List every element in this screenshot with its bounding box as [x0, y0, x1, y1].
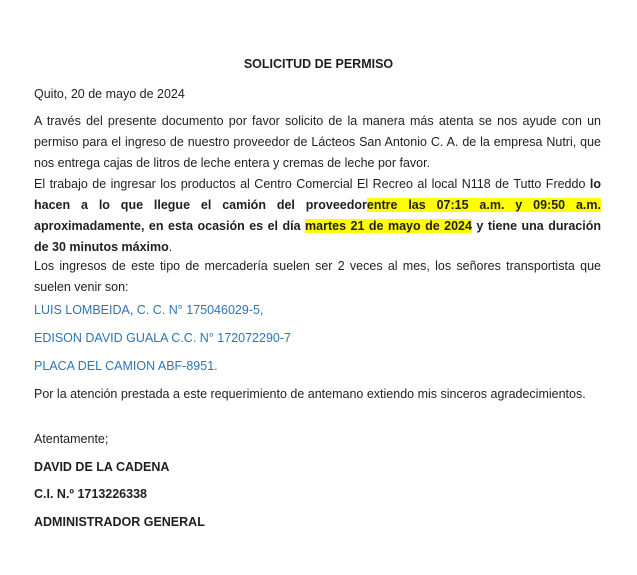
date-highlight: martes 21 de mayo de 2024: [305, 219, 472, 233]
transport-item: PLACA DEL CAMION ABF-8951.: [34, 359, 218, 373]
signature-id: C.I. N.º 1713226338: [34, 487, 147, 501]
paragraph-thanks: Por la atención prestada a este requerimiento de antemano extiendo mis sinceros agradecimientos.: [34, 387, 586, 401]
schedule-bold-text: lo hacen a lo que llegue el camión del proveedor: [34, 177, 601, 212]
paragraph-request: A través del presente documento por favor solicito de la manera más atenta se nos ayude con un permiso para el ingreso de nuestro proveedor de Lácteos San Antonio C. A. de la empresa Nutri, que nos entrega cajas de litros de leche entera y cremas de leche por favor.: [34, 114, 601, 170]
schedule-end-text: .: [168, 240, 173, 254]
signature-role: ADMINISTRADOR GENERAL: [34, 515, 205, 529]
time-window-highlight: entre las 07:15 a.m. y 09:50 a.m.: [366, 198, 601, 212]
transport-item: LUIS LOMBEIDA, C. C. N° 175046029-5,: [34, 303, 264, 317]
paragraph-transport: Los ingresos de este tipo de mercadería suelen ser 2 veces al mes, los señores transportista que suelen venir son:: [34, 259, 601, 294]
schedule-bold-text-2: aproximadamente, en esta ocasión es el día: [34, 219, 306, 233]
signature-name: DAVID DE LA CADENA: [34, 460, 170, 474]
date-line: Quito, 20 de mayo de 2024: [34, 87, 185, 101]
duration-bold-text: y tiene una duración de 30 minutos máximo: [34, 219, 601, 254]
transport-item: EDISON DAVID GUALA C.C. N° 172072290-7: [34, 331, 291, 345]
closing-text: Atentamente;: [34, 432, 109, 446]
document-title: SOLICITUD DE PERMISO: [243, 57, 394, 71]
paragraph-schedule: [34, 174, 601, 258]
schedule-text: El trabajo de ingresar los productos al Centro Comercial El Recreo al local N118 de Tutto Freddo: [34, 177, 590, 191]
